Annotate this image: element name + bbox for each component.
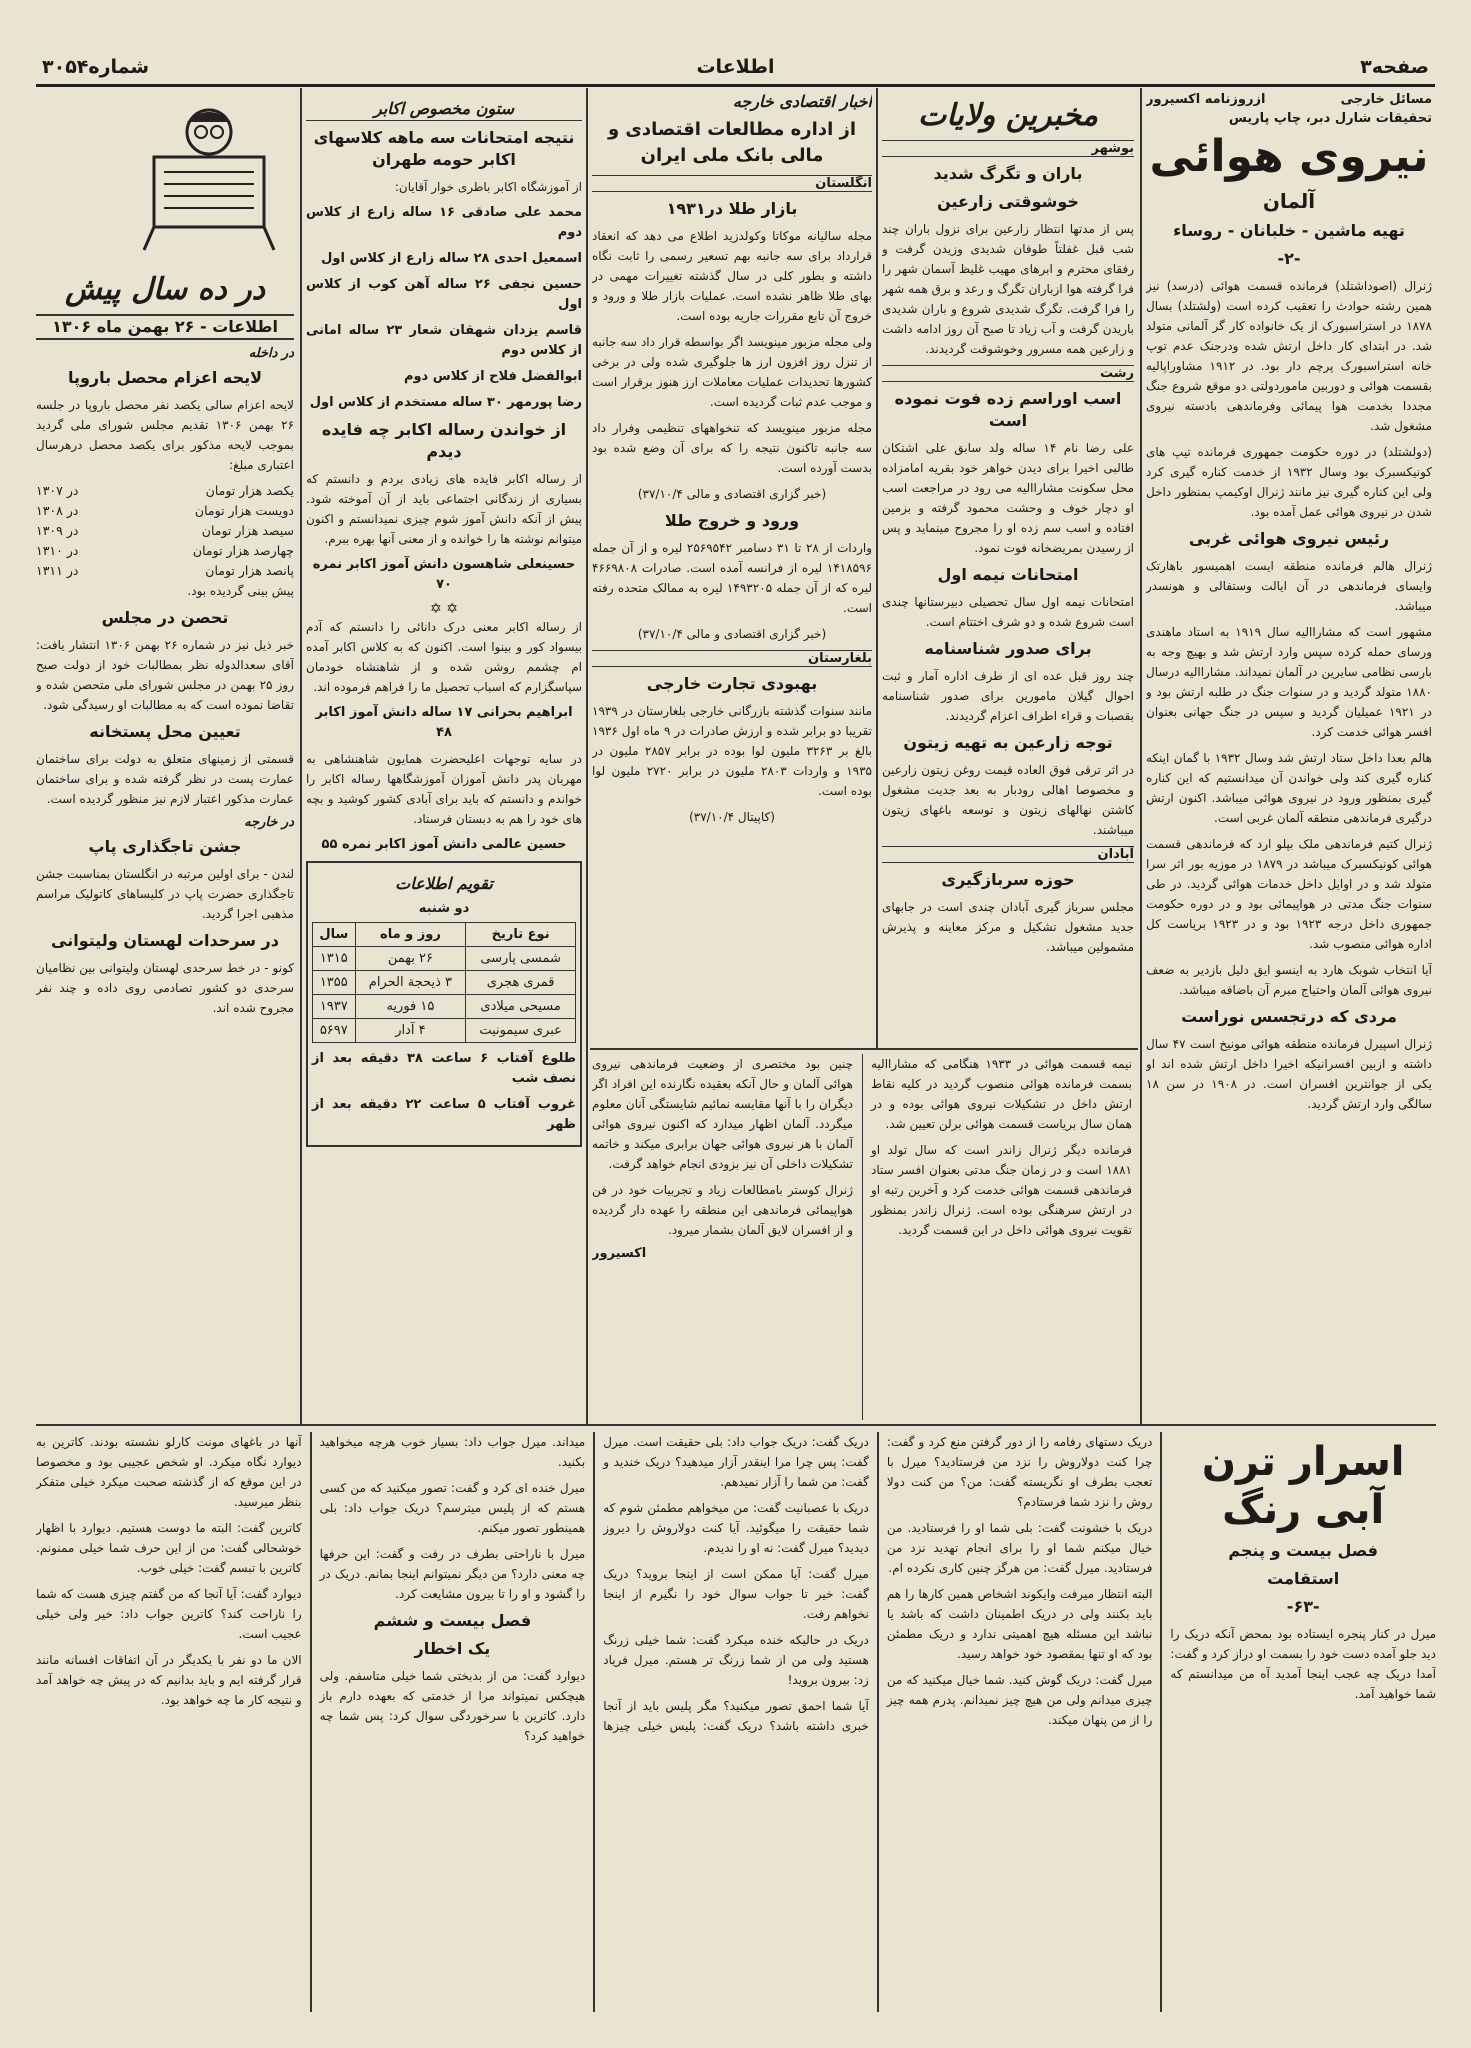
list-amount: سیصد هزار تومان bbox=[201, 523, 294, 538]
calendar-row bbox=[313, 971, 576, 995]
paragraph: از رساله اکابر فایده های زیادی بردم و دانستم که بسیاری از زندگانی اجتماعی باید از آن آموخته شود. پیش از آنکه دانش آموز شوم چیزی نمیدانستم و اکنون میتوانم نوشته ها را خوانده و از معنی آنها بهره ببرم. bbox=[306, 472, 582, 546]
student-name: حسین نجفی ۲۶ ساله آهن کوب از کلاس اول bbox=[306, 277, 582, 312]
subhead: لایحه اعزام محصل باروپا bbox=[67, 368, 263, 387]
list-item bbox=[36, 561, 294, 581]
subhead: توجه زارعین به تهیه زیتون bbox=[903, 733, 1113, 752]
list-year: در ۱۳۰۸ bbox=[36, 503, 79, 518]
section-title: مخبرین ولایات bbox=[918, 98, 1098, 133]
paragraph: میرل خنده ای کرد و گفت: تصور میکنید که من کسی هستم که از پلیس میترسم؟ دریک جواب داد: بلی همینطور تصور میکنم. bbox=[319, 1481, 586, 1535]
list-item bbox=[36, 521, 294, 541]
headline: نتیجه امتحانات سه ماهه کلاسهای اکابر حومه طهران bbox=[313, 128, 575, 169]
calendar-cell: ۱۹۳۷ bbox=[313, 995, 356, 1019]
paragraph: میرل گفت: دریک گوش کنید. شما خیال میکنید که من چیزی میدانم ولی من هیچ چیز نمیدانم. پدرم همه چیز را از من پنهان میکند. bbox=[886, 1673, 1153, 1727]
paragraph: ژنرال (اصوداشتلد) فرمانده قسمت هوائی (درسد) نیز همین رشته حوادث را تعقیب کرده است (ولشتلد) بسال ۱۸۷۸ در استراسبورک از یک خانواده کار گر آلمانی متولد شد. در ابتدای کار داخل ارتش شده ودرجنک عدم توپ خانه استراسبورک پرچم دار بود. در ۱۹۱۲ مشاوراپالیه بقسمت هوائی و دوربین ماموردولتی دو موقع شروع جنگ مجددا بخدمت هوا پیمائی وفرماندهی بادسته نیروی مشغول شد. bbox=[1146, 279, 1432, 433]
calendar-cell: ۱۳۵۵ bbox=[313, 971, 356, 995]
serial-story bbox=[36, 1432, 1436, 2012]
paragraph: فرمانده دیگر ژنرال زاندر است که سال تولد او ۱۸۸۱ است و در زمان جنگ مدتی بعنوان افسر ستاد فرماندهی قسمت هوائی خدمت کرد و آخرین رتبه او در ارتش سرهنگی بوده است. ژنرال زاندر بمنظور تقویت نیروی هوائی داخل در این قسمت گردید. bbox=[871, 1143, 1132, 1237]
subhead: مردی که درتجسس نوراست bbox=[1181, 1007, 1397, 1026]
subtitle: از آموزشگاه اکابر باطری خوار آقایان: bbox=[394, 180, 582, 194]
paragraph: لایحه اعزام سالی یکصد نفر محصل باروپا در جلسه ۲۶ بهمن ۱۳۰۶ تقدیم مجلس شورای ملی گردید بموجب لایحه مذکور برای یکصد محصل درهرسال اعتباری مبلغ: bbox=[36, 398, 294, 472]
subhead: از خواندن رساله اکابر چه فایده دیدم bbox=[321, 420, 567, 461]
paragraph: میرل در کنار پنجره ایستاده بود بمحض آنکه دریک را دید جلو آمده دست خود را بسمت او دراز کرد و گفت: آمدا دریک چه عجب اینجا آمدید آه من میدانستم که شما خواهید آمد. bbox=[1170, 1627, 1436, 1701]
calendar-box bbox=[306, 861, 582, 1147]
paragraph: قسمتی از زمینهای متعلق به دولت برای ساختمان عمارت پست در نظر گرفته شده و برای ساختمان عمارت مذکور اعتبار لازم نیز منظور گردیده است. bbox=[36, 752, 294, 806]
reading-man-illustration-icon bbox=[124, 102, 294, 252]
student-name: رضا پورمهر ۳۰ ساله مستخدم از کلاس اول bbox=[309, 395, 582, 410]
calendar-header: نوع تاریخ bbox=[466, 923, 576, 947]
paragraph: مجله مزبور مینویسد که تنخواههای تنظیمی وفرار داد سه جانبه تاکنون نتیجه را که برای آن وضع شده بود بدست آورده است. bbox=[592, 421, 872, 475]
paragraph: مشهور است که مشاراالیه سال ۱۹۱۹ به استاد ماهندی ورسای حمله کرده سپس وارد ارتش شد و بهیچ وجه به بارسی نظامی سایرین در آلمان نمیداند. مشاراالیه درسال ۱۸۸۰ متولد گردید و در سنوات جنگ در طلبه ارتش بود و در ۱۹۲۱ عمیلیان گردید و سپس در جنگ جهانی بعنوان افسر هوائی خدمت کرد. bbox=[1146, 625, 1432, 739]
list-item bbox=[36, 501, 294, 521]
headline: نیروی هوائی bbox=[1149, 131, 1429, 182]
student-name: ابوالفضل فلاح از کلاس دوم bbox=[403, 369, 582, 384]
paragraph: کونو - در خط سرحدی لهستان ولیتوانی بین نظامیان سرحدی دو کشور تصادمی روی داده و چند نفر مجروح شده اند. bbox=[36, 961, 294, 1015]
source-note: (خبر گزاری اقتصادی و مالی ۳۷/۱۰/۴) bbox=[637, 487, 827, 501]
list-amount: پانصد هزار تومان bbox=[205, 563, 294, 578]
paragraph: ژنرال کوستر بامطالعات زیاد و تجربیات خود در فن هواپیمائی فرماندهی این منطقه را عهده دار گردیده و از افسران لایق آلمان بشمار میرود. bbox=[592, 1183, 853, 1237]
paragraph: دریک دستهای رفامه را از دور گرفتن منع کرد و گفت: چرا کنت دولاروش را نزد من فرستادید؟ میرل با تعجب بطرف او نگریسته گفت: من؟ من کنت دولا روش را نزد شما فرستادم؟ bbox=[886, 1435, 1153, 1509]
city-name: آبادان bbox=[882, 846, 1134, 863]
deck: تهیه ماشین - خلبانان - روساء bbox=[1173, 221, 1405, 240]
list-amount: چهارصد هزار تومان bbox=[192, 543, 294, 558]
column-air-force bbox=[1146, 92, 1432, 1418]
subhead: باران و تگرگ شدید bbox=[933, 164, 1083, 183]
country-name: انگلستان bbox=[592, 175, 872, 192]
column-adult-education bbox=[306, 92, 582, 1418]
list-year: در ۱۳۰۹ bbox=[36, 523, 79, 538]
source-label: ازروزنامه اکسیرور bbox=[1146, 92, 1266, 107]
paragraph: خبر ذیل نیز در شماره ۲۶ بهمن ۱۳۰۶ انتشار یافت: آقای سعدالدوله نظر بمطالبات خود از دولت صبح روز ۲۵ بهمن در مجلس شورای ملی متحصن شده و تقاضا نموده است که به مطالبات او رسیدگی شود. bbox=[36, 638, 294, 712]
paragraph: امتحانات نیمه اول سال تحصیلی دبیرستانها چندی است شروع شده و دو شرف اختتام است. bbox=[882, 595, 1134, 629]
page-number: صفحه۳ bbox=[1360, 56, 1429, 78]
student-name: اسمعیل احدی ۲۸ ساله زارع از کلاس اول bbox=[321, 251, 582, 266]
paragraph: پس از مدتها انتظار زارعین برای نزول باران چند شب قبل غفلتاً طوفان شدیدی وزیدن گرفت و رفقای محترم و ابرهای مهیب غلیظ آسمان شهر را فرا گرفته هوا ازباران تگرگ و رعد و برق همه شهر را فرا گرفت. تگرگ شدیدی شروع و باران شدیدی باریدن گرفت و آب زیاد تا صبح آن روز ادامه داشت و زارعین همه مسرور وخوشوقت گردیدند. bbox=[882, 222, 1134, 356]
column-rule bbox=[300, 88, 302, 1424]
city-name: رشت bbox=[882, 365, 1134, 382]
paragraph: ژنرال اسپیرل فرمانده منطقه هوائی مونیخ است ۴۷ سال داشته و ازبین افسرانیکه اخیرا داخل ارتش شده اند او یکی از جوانترین افسران است. در ۱۹۰۸ در سن ۱۸ سالگی وارد ارتش گردید. bbox=[1146, 1037, 1432, 1111]
paragraph: مجلس سرباز گیری آبادان چندی است در جابهای جدید مشغول تشکیل و مرکز معاینه و پذیرش مشمولین میباشد. bbox=[882, 900, 1134, 954]
calendar-cell: ۱۳۱۵ bbox=[313, 947, 356, 971]
paragraph: دیوارد گفت: آیا آنجا که من گفتم چیزی هست که شما را ناراحت کند؟ کاترین جواب داد: خیر ولی خیلی عجیب است. bbox=[36, 1587, 302, 1641]
paragraph: میرل گفت: آیا ممکن است از اینجا بروید؟ دریک گفت: خیر تا جواب سوال خود را نگیرم از اینجا نخواهم رفت. bbox=[603, 1567, 869, 1621]
signature: اکسیرور bbox=[592, 1246, 647, 1261]
paragraph: هالم بعدا داخل ستاد ارتش شد وسال ۱۹۳۲ با گمان اینکه کناره گیری کند ولی خواندن آن میدانستیم که این کناره گیری بمنظور ورود در نیروی هوائی میباشد. اکنون ارتش درگیری فرماندهی منطقه آلمان غربی است. bbox=[1146, 751, 1432, 825]
subhead: تحصن در مجلس bbox=[101, 608, 229, 627]
paragraph: نیمه قسمت هوائی در ۱۹۳۳ هنگامی که مشاراالیه بسمت فرمانده هوائی منصوب گردید در کلیه نقاط ارتش داخل در تشکیلات نیروی هوائی بوده و در همان سال بریاست قسمت هوائی برلن تعیین شد. bbox=[871, 1057, 1132, 1131]
list-year: در ۱۳۰۷ bbox=[36, 483, 79, 498]
paragraph: آیا انتخاب شوبک هارد به اینسو ایق دلیل بازدیر به ضعف نیروی هوائی آلمان واحتیاج مبرم آن باضافه میباشد. bbox=[1146, 963, 1432, 997]
subhead: خوشوقتی زارعین bbox=[937, 192, 1079, 211]
list-amount: دویست هزار تومان bbox=[194, 503, 294, 518]
sunset-time: غروب آفتاب ۵ ساعت ۲۲ دقیقه بعد از ظهر bbox=[312, 1097, 577, 1132]
subhead: برای صدور شناسنامه bbox=[924, 639, 1092, 658]
part-number: -۶۳- bbox=[1286, 1597, 1320, 1616]
paragraph: علی رضا نام ۱۴ ساله ولد سابق علی اشتکان طالبی اخیرا برای دیدن خواهر خود بقریه امامزاده محل سکونت مشاراالیه می رود در مراجعت اسب او دچار خوف و وحشت محمود گرفته و بزمین افتاده و اسب سم زده او را مجروح مینماید و پس از رسیدن بمریضخانه فوت نمود. bbox=[882, 441, 1134, 555]
continued-air-force-story bbox=[592, 1054, 1132, 1420]
column-provinces bbox=[882, 92, 1134, 1042]
calendar-cell: شمسی پارسی bbox=[466, 947, 576, 971]
calendar-title: تقویم اطلاعات bbox=[395, 874, 493, 893]
star-separator-icon: ✡ ✡ bbox=[430, 601, 458, 617]
headline: از اداره مطالعات اقتصادی و مالی بانک ملی ایران bbox=[607, 119, 857, 166]
column-rule bbox=[876, 88, 878, 1048]
paragraph: ژنرال کتیم فرماندهی ملک بپلو ارد که فرماندهی قسمت هوائی کونیکسبرک میباشد در ۱۸۷۹ در موزیه بور اثر سرا متولد شد و در اوایل داخل خدمات هوائی گردید. در طی سنوات جنگ مدتی در هواپیمائی بود و در دوره حکومت جمهوری داخل درجه ۱۹۲۳ بود و در ۱۹۲۳ بریاست کل اداره هوائی منصوب شد. bbox=[1146, 837, 1432, 951]
calendar-header: روز و ماه bbox=[355, 923, 466, 947]
calendar-table bbox=[312, 922, 576, 1043]
budget-list bbox=[36, 481, 294, 581]
calendar-cell: ۲۶ بهمن bbox=[355, 947, 466, 971]
section-rule bbox=[590, 1048, 1138, 1050]
subhead: تعیین محل پستخانه bbox=[89, 722, 241, 741]
calendar-day: دو شنبه bbox=[418, 901, 470, 916]
paragraph: ژنرال هالم فرمانده منطقه ایست اهمیسور باهارتک وایسای فرماندهی در آن ایالت وستفالی و هونسدر میباشد. bbox=[1146, 559, 1432, 613]
paragraph: در سایه توجهات اعلیحضرت همایون شاهنشاهی به مهربان پدر دانش آموزان آموزشگاهها رساله اکابر را خواندم و دانستم که باید برای آبادی کشور کوشید و بچه های خود را هم به دبستان فرستاد. bbox=[306, 752, 582, 826]
subhead: ورود و خروج طلا bbox=[664, 511, 800, 530]
calendar-cell: ۳ ذیحجة الحرام bbox=[355, 971, 466, 995]
subhead: در سرحدات لهستان ولیتوانی bbox=[51, 931, 279, 950]
paragraph: واردات از ۲۸ تا ۳۱ دسامبر ۲۵۶۹۵۴۲ لیره و از آن جمله ۱۴۱۸۵۹۶ لیره از فرانسه آمده است. صادرات ۴۶۶۹۸۰۸ لیره که از آن جمله ۱۴۹۳۲۰۵ لیره به ممالک متحده رفته است. bbox=[592, 541, 872, 615]
paragraph: چنین بود مختصری از وضعیت فرماندهی نیروی هوائی آلمان و حال آنکه بعقیده نگارنده این افراد اگر دیگران را با آنها مقایسه نمائیم شایستگی آنان معلوم میگردد. آلمان اظهار میدارد که اکنون نیروی هوائی آلمان با هر نیروی هوائی جهان برابری میکند و خاتمه تشکیلات داخلی آن نیز بزودی انجام خواهد گرفت. bbox=[592, 1057, 853, 1171]
calendar-row bbox=[313, 995, 576, 1019]
calendar-row bbox=[313, 947, 576, 971]
paragraph: آنها در باغهای مونت کارلو نشسته بودند. کاترین به دیوارد نگاه میکرد. او شخص عجیبی بود و مخصوصا در این موقع که از گذشته صحبت میکرد خیلی متفکر بنظر میرسید. bbox=[36, 1435, 302, 1509]
subhead: رئیس نیروی هوائی غربی bbox=[1188, 529, 1390, 548]
list-year: در ۱۳۱۰ bbox=[36, 543, 79, 558]
paragraph: آیا شما احمق تصور میکنید؟ مگر پلیس باید از آنجا خبری داشته باشد؟ دریک گفت: پلیس خیلی چیزها میداند. میرل جواب داد: بسیار خوب هرچه میخواهید بکنید. bbox=[319, 1435, 869, 1733]
page-header bbox=[36, 54, 1435, 87]
source-note: (کاپیتال ۳۷/۱۰/۴) bbox=[689, 810, 775, 824]
subheadline: آلمان bbox=[1262, 189, 1316, 213]
section-kicker: اخبار اقتصادی خارجه bbox=[732, 92, 872, 111]
calendar-cell: قمری هجری bbox=[466, 971, 576, 995]
section-kicker: مسائل خارجی bbox=[1340, 92, 1432, 107]
list-amount: یکصد هزار تومان bbox=[205, 483, 294, 498]
chapter-number: فصل بیست و ششم bbox=[373, 1611, 532, 1630]
student-name: محمد علی صادقی ۱۶ ساله زارع از کلاس دوم bbox=[306, 205, 582, 240]
paragraph: کاترین گفت: البته ما دوست هستیم. دیوارد با اظهار خوشحالی گفت: من از این حرف شما خیلی ممنونم. کاترین با تبسم گفت: خیلی خوب. bbox=[36, 1521, 302, 1575]
byline: تحقیقات شارل دبر، چاپ پاریس bbox=[1228, 111, 1432, 126]
paragraph: دیوارد گفت: من از بدبختی شما خیلی متاسفم. ولی هیچکس نمیتواند مرا از خدمتی که بعهده دارم باز دارد. کاترین با سرخوردگی سوال کرد: پس شما چه خواهید کرد؟ bbox=[319, 1669, 586, 1743]
list-item bbox=[36, 481, 294, 501]
paragraph: (دولشتلد) در دوره حکومت جمهوری فرمانده تیپ های کونیکسبرک بود وسال ۱۹۳۲ از خدمت کناره گیری کرد ولی این کناره گیری نیز مانند ژنرال اوکیمپ بمنظور داخل شدن در نیروی هوائی عمل آمده بود. bbox=[1146, 445, 1432, 519]
chapter-title: استقامت bbox=[1267, 1569, 1340, 1588]
sunrise-time: طلوع آفتاب ۶ ساعت ۳۸ دقیقه بعد از نصف شب bbox=[312, 1051, 577, 1086]
city-name: بوشهر bbox=[882, 140, 1134, 157]
paragraph: مانند سنوات گذشته بازرگانی خارجی بلغارستان در ۱۹۳۹ تقریبا دو برابر شده و ارزش صادرات در ۹ ماه اول ۱۹۳۶ بالغ بر ۳۲۶۳ ملیون لوا بوده در برابر ۲۸۵۷ ملیون در ۱۹۳۵ و واردات ۲۸۰۳ ملیون در برابر ۲۷۲۰ ملیون لوا بوده است. bbox=[592, 704, 872, 798]
serial-title: اسرار ترن آبی رنگ bbox=[1201, 1439, 1405, 1533]
paragraph: میرل با ناراحتی بطرف در رفت و گفت: این حرفها چه معنی دارد؟ من دیگر نمیتوانم اینجا بمانم. دریک در را گشود و او را تا بیرون مشایعت کرد. bbox=[319, 1547, 586, 1601]
fold-rule bbox=[36, 1424, 1436, 1426]
chapter-title: یک اخطار bbox=[414, 1639, 491, 1658]
paragraph: چند روز قبل عده ای از طرف اداره آمار و ثبت احوال گیلان مامورین برای صدور شناسنامه بقصبات و قراء اطراف اعزام گردیدند. bbox=[882, 669, 1134, 723]
calendar-header: سال bbox=[313, 923, 356, 947]
column-ten-years-ago bbox=[36, 92, 294, 1418]
paragraph: دریک با عصبانیت گفت: من میخواهم مطمئن شوم که شما حقیقت را میگوئید. آیا کنت دولاروش را دیروز دیدید؟ میرل گفت: نه او را ندیدم. bbox=[603, 1501, 869, 1555]
subhead: اسب اوراسم زده فوت نموده است bbox=[894, 389, 1122, 430]
subhead: حوزه سربازگیری bbox=[941, 870, 1075, 889]
paragraph: دریک در حالیکه خنده میکرد گفت: شما خیلی زرنگ هستید ولی من از شما زرنگ تر هستم. میرل فریاد زد: بیرون بروید! bbox=[603, 1633, 869, 1687]
subhead: بهبودی تجارت خارجی bbox=[646, 674, 818, 693]
list-year: در ۱۳۱۱ bbox=[36, 563, 79, 578]
country-name: بلغارستان bbox=[592, 650, 872, 667]
column-economy bbox=[592, 92, 872, 1042]
paragraph: الان ما دو نفر با یکدیگر در آن اتفاقات افسانه مانند قرار گرفته ایم و باید بدانیم که در پیش چه خواهد آمد و نتیجه کار ما چه خواهد بود. bbox=[36, 1653, 302, 1707]
signature: حسین عالمی دانش آموز اکابر نمره ۵۵ bbox=[321, 837, 567, 852]
signature: ابراهیم بحرانی ۱۷ ساله دانش آموز اکابر ۴۸ bbox=[315, 705, 573, 740]
section-label: در خارجه bbox=[244, 815, 294, 830]
part-number: -۲- bbox=[1277, 249, 1301, 268]
calendar-cell: مسیحی میلادی bbox=[466, 995, 576, 1019]
calendar-row bbox=[313, 1019, 576, 1043]
subhead: جشن تاجگذاری پاپ bbox=[88, 837, 242, 856]
issue-number: شماره۳۰۵۴ bbox=[42, 56, 150, 78]
subhead: بازار طلا در۱۹۳۱ bbox=[666, 199, 798, 218]
section-label: در داخله bbox=[248, 346, 294, 361]
section-title: در ده سال پیش bbox=[65, 272, 265, 307]
list-item bbox=[36, 541, 294, 561]
paragraph: مجله سالیانه موکاتا وکولدزید اطلاع می دهد که انعقاد قرارداد برای سه جانبه بهم تسعیر رسمی را ثابت نگاه داشته و بطور کلی در سال گذشته تغییرات مهمی در بهای طلا ظاهر نشده است. عملیات بازار طلا و ورود و خروج آن تابع مقررات جاریه بوده است. bbox=[592, 229, 872, 323]
paragraph: از رساله اکابر معنی درک دانائی را دانستم که آدم بیسواد کور و بینوا است. اکنون که به کلاس اکابر آمده ام چشمم روشن شده و از شاهنشاه خودمان سپاسگزارم که اسباب تحصیل ما را فراهم فرموده اند. bbox=[306, 620, 582, 694]
paper-name: اطلاعات bbox=[696, 56, 775, 78]
calendar-cell: ۵۶۹۷ bbox=[313, 1019, 356, 1043]
paragraph: پیش بینی گردیده بود. bbox=[187, 584, 294, 598]
paragraph: دریک گفت: دریک جواب داد: بلی حقیقت است. میرل گفت: پس چرا مرا اینقدر آزار میدهید؟ دریک خندید و گفت: من شما را آزار نمیدهم. bbox=[603, 1435, 869, 1489]
calendar-cell: ۴ آدار bbox=[355, 1019, 466, 1043]
student-name: قاسم یزدان شهقان شعار ۲۳ ساله امانی از کلاس دوم bbox=[306, 323, 582, 358]
signature: حسینعلی شاهسون دانش آموز اکابر نمره ۷۰ bbox=[312, 557, 576, 592]
calendar-cell: عبری سیمونیت bbox=[466, 1019, 576, 1043]
column-rule bbox=[586, 88, 588, 1424]
subhead: امتحانات نیمه اول bbox=[937, 565, 1079, 584]
dateline: اطلاعات - ۲۶ بهمن ماه ۱۳۰۶ bbox=[36, 314, 294, 340]
section-kicker: ستون مخصوص اکابر bbox=[306, 98, 582, 121]
source-note: (خبر گزاری اقتصادی و مالی ۳۷/۱۰/۴) bbox=[637, 627, 827, 641]
paragraph: لندن - برای اولین مرتبه در انگلستان بمناسبت جشن تاجگذاری حضرت پاپ در کلیساهای کاتولیک مراسم مذهبی اجرا گردید. bbox=[36, 867, 294, 921]
paragraph: دریک با خشونت گفت: بلی شما او را فرستادید. من خیال میکنم شما او را برای انجام تهدید نزد من فرستادید. میرل گفت: من هرگز چنین کاری نکرده ام. bbox=[886, 1521, 1153, 1575]
column-rule bbox=[1140, 88, 1142, 1424]
paragraph: ولی مجله مزبور مینویسد اگر بواسطه قرار داد سه جانبه از تنزل روز افزون ارز ها جلوگیری شده ولی در برخی کشورها تحدیدات عملیات معاملات ارز هنوز برقرار است و موجب عدم ثبات گردیده است. bbox=[592, 335, 872, 409]
paragraph: در اثر ترقی فوق العاده قیمت روغن زیتون زارعین و مخصوصا اهالی رودبار به بعد جدیت مشغول کاشتن نهالهای زیتون و توسعه باغهای زیتون میباشند. bbox=[882, 763, 1134, 837]
paragraph: البته انتظار میرفت وایکوند اشخاص همین کارها را هم باید بکنند ولی در دریک اطمینان داشت که باشد یا نباشد این مسئله هیچ اهمیتی ندارد و دریک مطمئن بود که او تنها بمقصود خود خواهد رسید. bbox=[886, 1587, 1153, 1661]
calendar-cell: ۱۵ فوریه bbox=[355, 995, 466, 1019]
chapter-number: فصل بیست و پنجم bbox=[1228, 1541, 1378, 1560]
